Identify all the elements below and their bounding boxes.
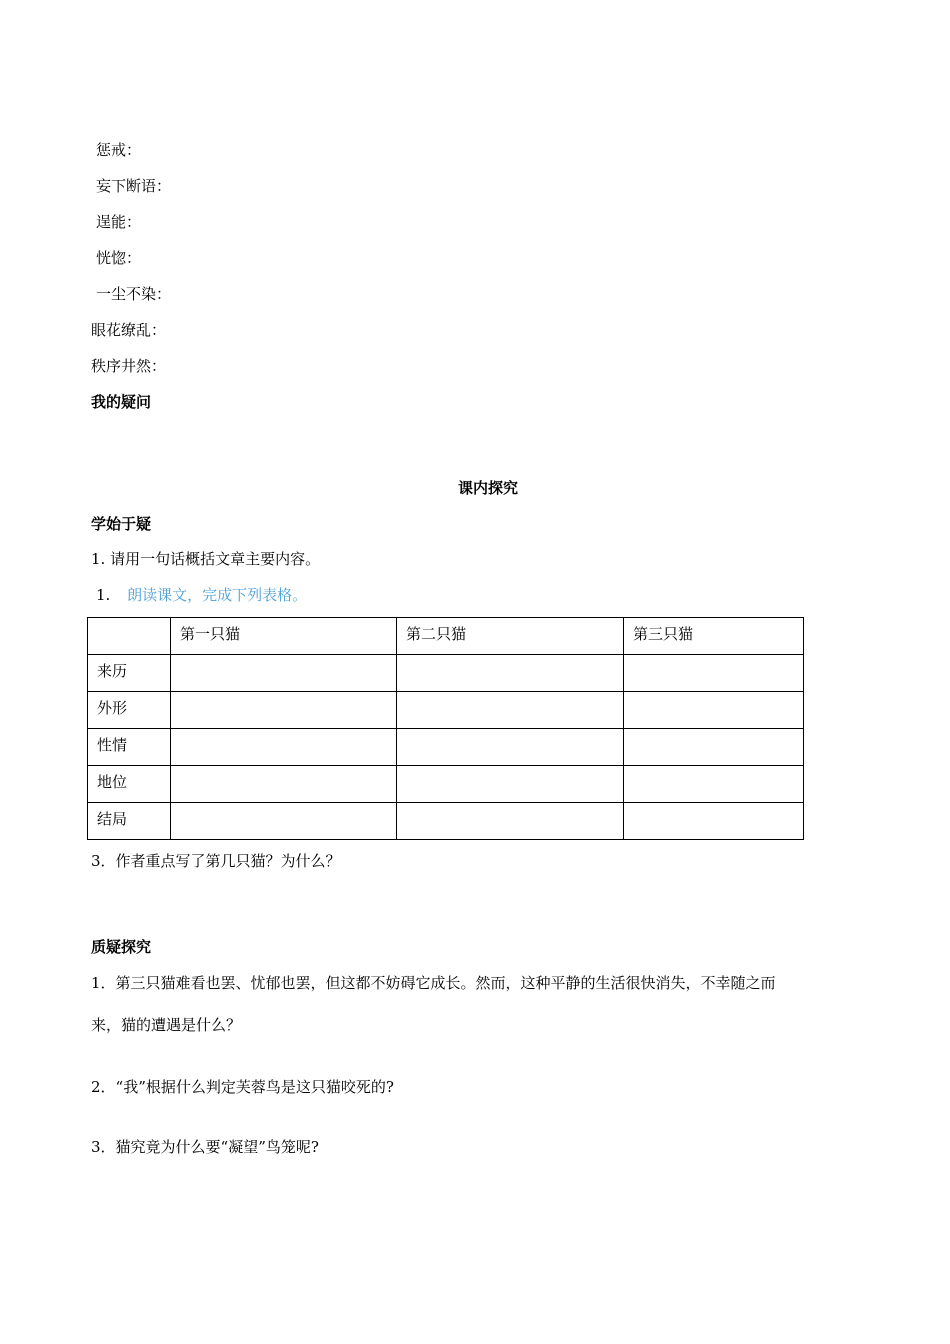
- table-row: [88, 692, 804, 729]
- table-row: [88, 803, 804, 840]
- table-cell: [171, 803, 397, 840]
- learn-heading: 学始于疑: [91, 515, 152, 533]
- inquiry-question-2: 2．“我”根据什么判定芙蓉鸟是这只猫咬死的?: [91, 1078, 394, 1096]
- table-cell: [624, 766, 804, 803]
- table-header-cell: 第一只猫: [171, 618, 397, 655]
- vocab-item: 逞能：: [96, 213, 142, 231]
- table-header-cell: 第二只猫: [397, 618, 624, 655]
- table-cell: [624, 729, 804, 766]
- inquiry-question-1-cont: 来，猫的遭遇是什么？: [91, 1016, 242, 1034]
- table-cell: [397, 766, 624, 803]
- section-title: 课内探究: [458, 479, 519, 497]
- question-3: 3．作者重点写了第几只猫？为什么？: [91, 852, 341, 870]
- row-label: 来历: [88, 655, 171, 692]
- table-row: [88, 655, 804, 692]
- table-header-cell: 第三只猫: [624, 618, 804, 655]
- table-cell: [624, 655, 804, 692]
- row-label: 结局: [88, 803, 171, 840]
- inquiry-question-1: 1．第三只猫难看也罢、忧郁也罢，但这都不妨碍它成长。然而，这种平静的生活很快消失，不幸随之而: [91, 974, 776, 992]
- table-cell: [624, 692, 804, 729]
- table-cell: [624, 803, 804, 840]
- question-1: 1. 请用一句话概括文章主要内容。: [91, 550, 321, 568]
- question-2-number: 1.: [96, 586, 111, 604]
- table-cell: [171, 655, 397, 692]
- table-cell: [171, 692, 397, 729]
- cat-comparison-table: [87, 617, 804, 840]
- table-header-row: [88, 618, 804, 655]
- inquiry-question-3: 3．猫究竟为什么要“凝望”鸟笼呢?: [91, 1138, 319, 1156]
- inquiry-heading: 质疑探究: [91, 938, 152, 956]
- table-header-cell: [88, 618, 171, 655]
- vocab-item: 秩序井然：: [91, 357, 167, 375]
- table-row: [88, 766, 804, 803]
- table-cell: [397, 803, 624, 840]
- row-label: 性情: [88, 729, 171, 766]
- table-cell: [171, 766, 397, 803]
- table-row: [88, 729, 804, 766]
- table-cell: [397, 655, 624, 692]
- vocab-item: 眼花缭乱：: [91, 321, 167, 339]
- table-cell: [397, 729, 624, 766]
- question-2: [96, 585, 307, 605]
- my-questions-heading: 我的疑问: [91, 393, 152, 411]
- vocab-item: 一尘不染：: [96, 285, 172, 303]
- row-label: 地位: [88, 766, 171, 803]
- table-cell: [397, 692, 624, 729]
- vocab-item: 妄下断语：: [96, 177, 172, 195]
- vocab-item: 恍惚：: [96, 249, 142, 267]
- question-2-text: 朗读课文，完成下列表格。: [127, 586, 308, 604]
- vocab-item: 惩戒：: [96, 141, 142, 159]
- table-cell: [171, 729, 397, 766]
- row-label: 外形: [88, 692, 171, 729]
